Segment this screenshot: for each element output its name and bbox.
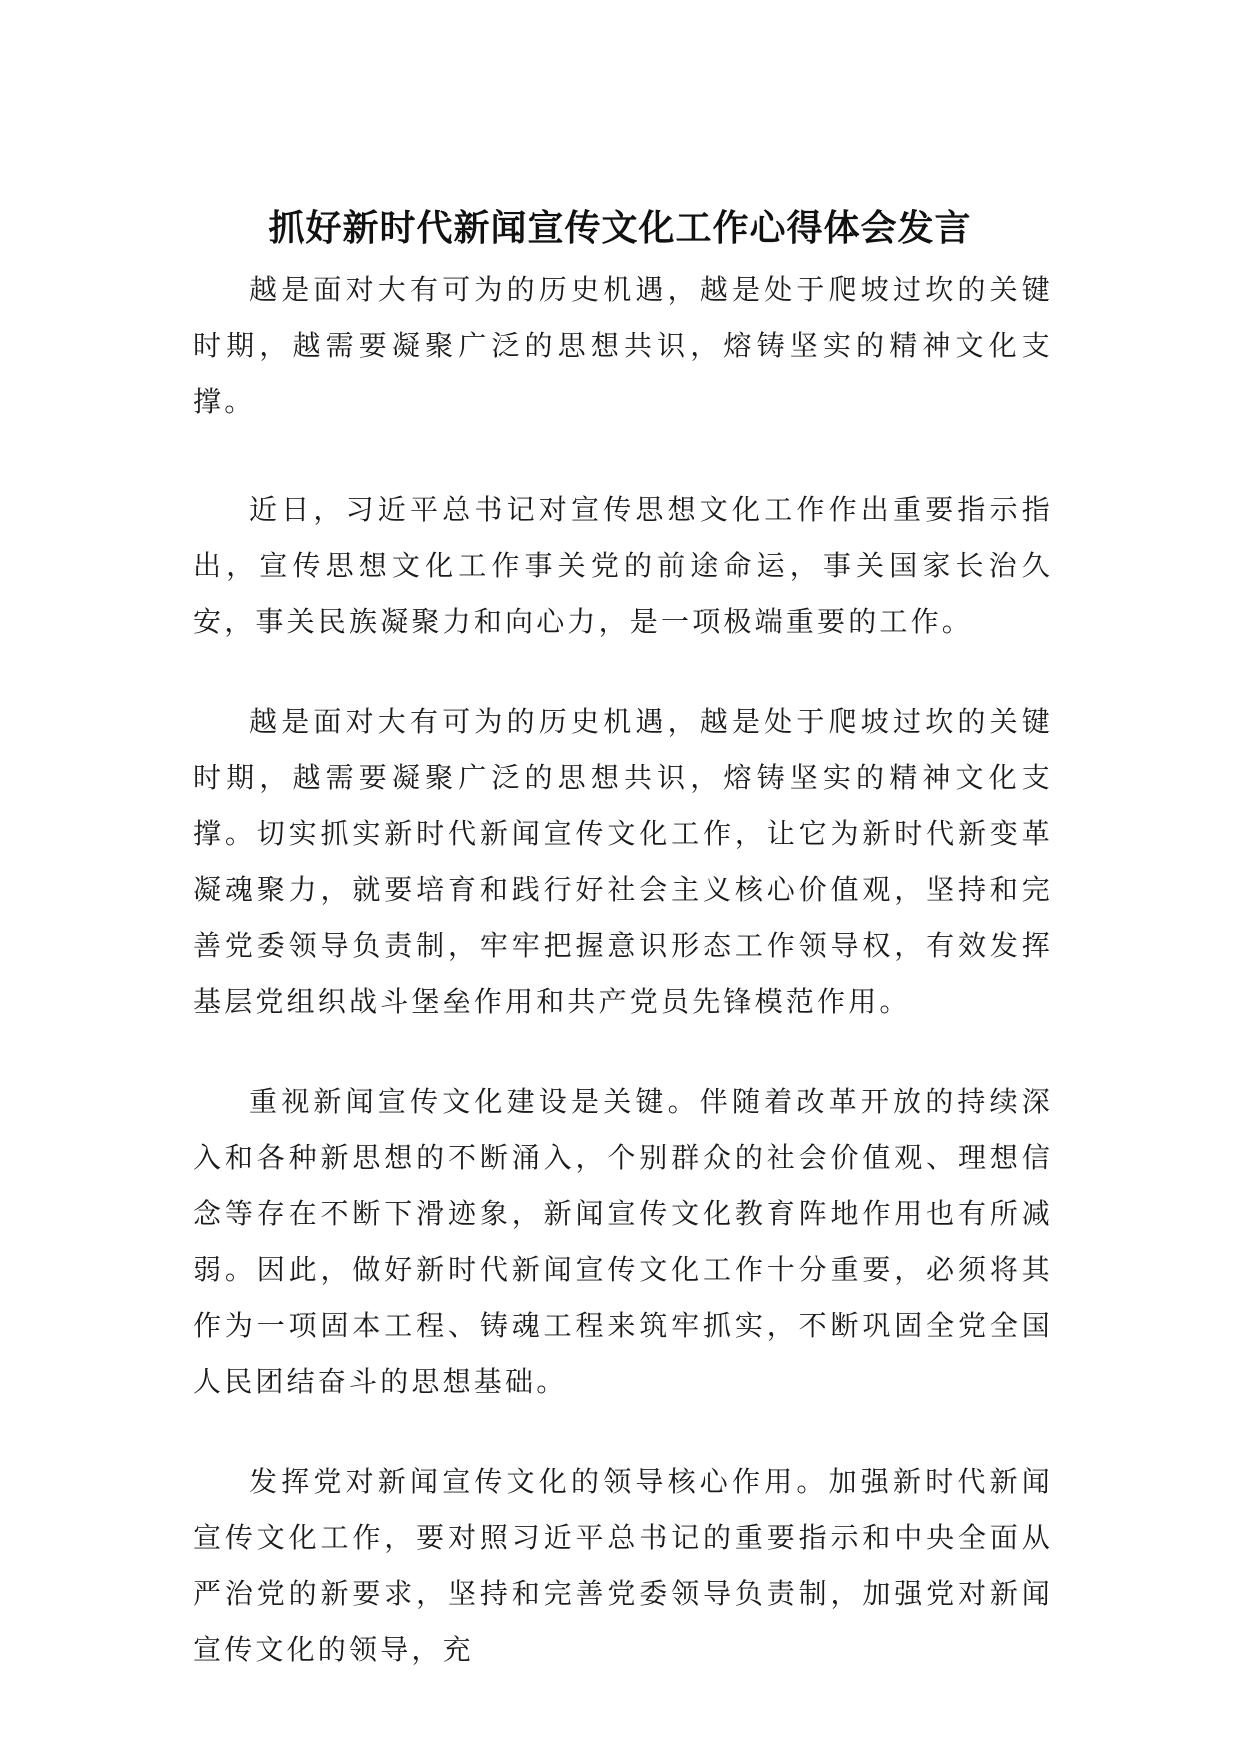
paragraph: 越是面对大有可为的历史机遇，越是处于爬坡过坎的关键时期，越需要凝聚广泛的思想共识，熔铸坚实的精神文化支撑。切实抓实新时代新闻宣传文化工作，让它为新时代新变革凝魂聚力，就要培育和践行好社会主义核心价值观，坚持和完善党委领导负责制，牢牢把握意识形态工作领导权，有效发挥基层党组织战斗堡垒作用和共产党员先锋模范作用。	[193, 705, 1053, 1018]
paragraph: 越是面对大有可为的历史机遇，越是处于爬坡过坎的关键时期，越需要凝聚广泛的思想共识，熔铸坚实的精神文化支撑。	[193, 273, 1053, 418]
paragraph: 发挥党对新闻宣传文化的领导核心作用。加强新时代新闻宣传文化工作，要对照习近平总书记的重要指示和中央全面从严治党的新要求，坚持和完善党委领导负责制，加强党对新闻宣传文化的领导，充	[193, 1465, 1053, 1666]
paragraph: 重视新闻宣传文化建设是关键。伴随着改革开放的持续深入和各种新思想的不断涌入，个别群众的社会价值观、理想信念等存在不断下滑迹象，新闻宣传文化教育阵地作用也有所减弱。因此，做好新时代新闻宣传文化工作十分重要，必须将其作为一项固本工程、铸魂工程来筑牢抓实，不断巩固全党全国人民团结奋斗的思想基础。	[193, 1085, 1053, 1398]
document-body	[193, 262, 1053, 1722]
paragraph: 近日，习近平总书记对宣传思想文化工作作出重要指示指出，宣传思想文化工作事关党的前途命运，事关国家长治久安，事关民族凝聚力和向心力，是一项极端重要的工作。	[193, 493, 1053, 638]
document-title: 抓好新时代新闻宣传文化工作心得体会发言	[268, 208, 972, 250]
